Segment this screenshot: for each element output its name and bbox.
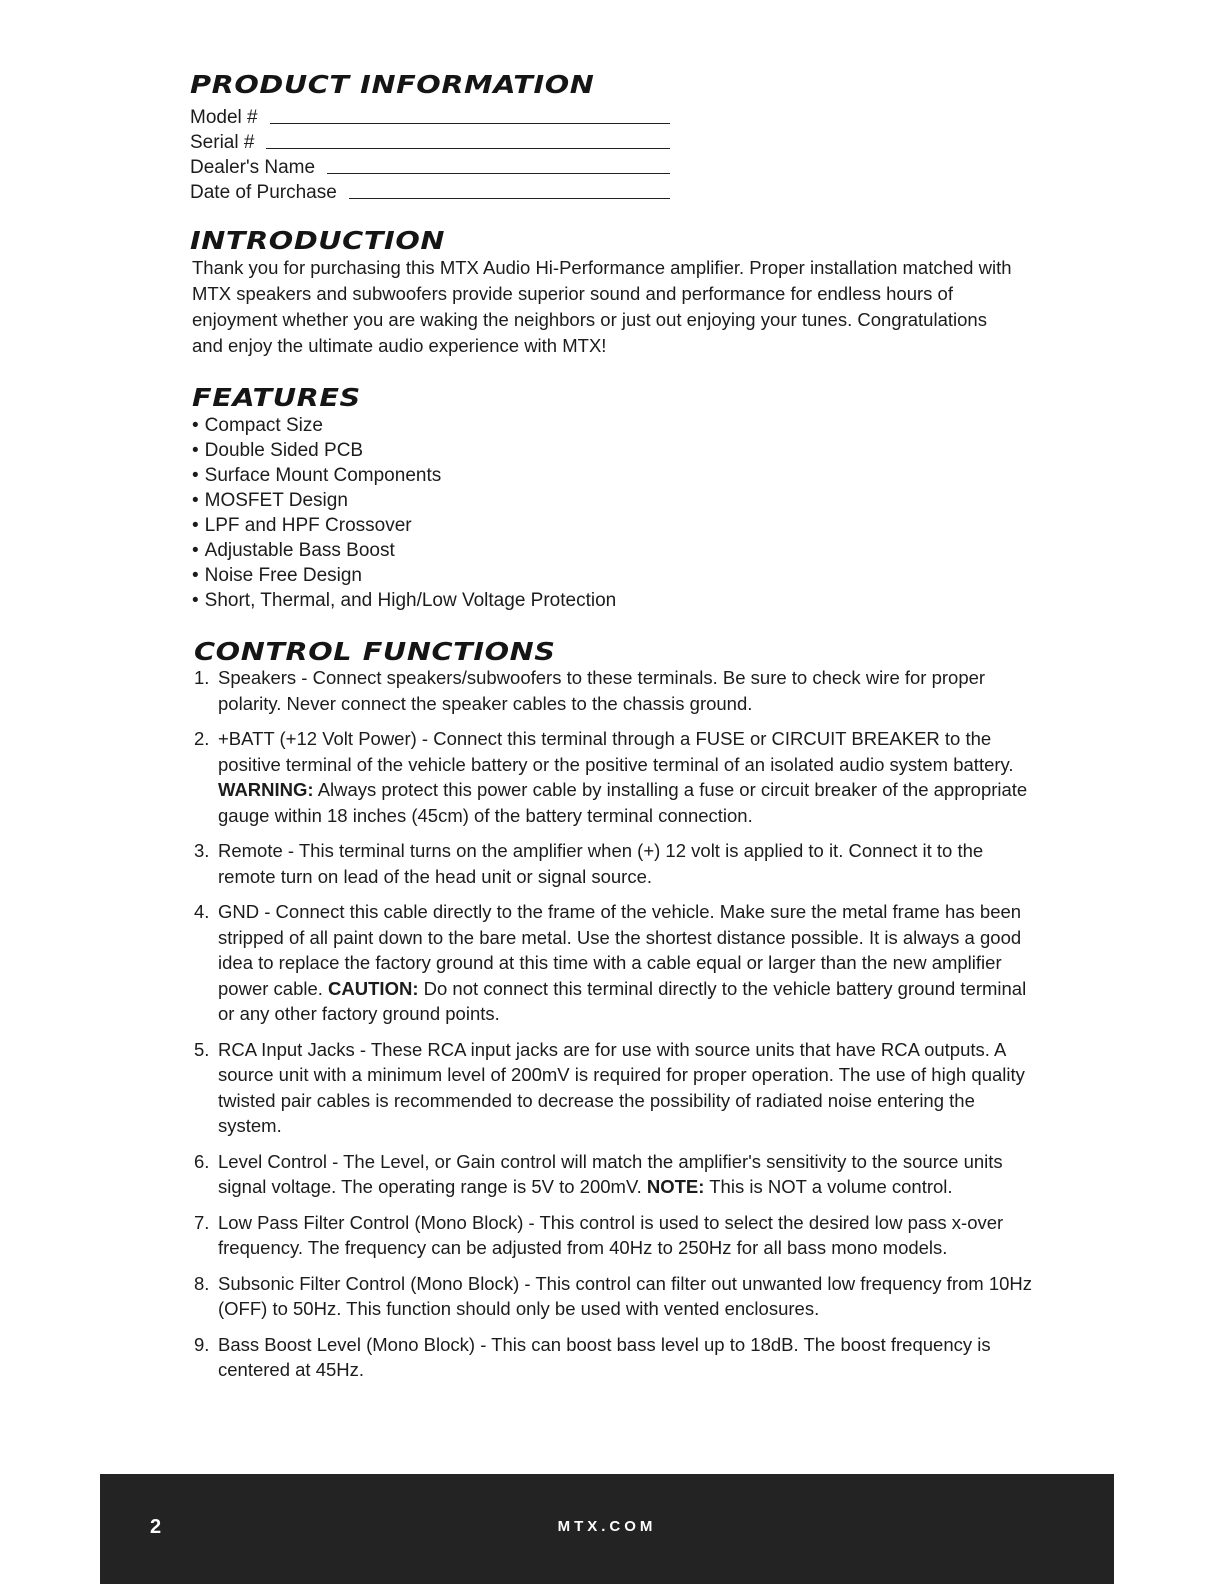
control-item-number: 3.	[194, 840, 210, 861]
control-item	[194, 665, 1034, 716]
control-item-number: 9.	[194, 1333, 210, 1355]
page-number: 2	[150, 1516, 162, 1538]
feature-item: • Short, Thermal, and High/Low Voltage Protection	[192, 588, 616, 613]
product-info-form	[190, 104, 670, 204]
dealer-label: Dealer's Name	[190, 157, 316, 178]
control-item	[194, 838, 1034, 889]
control-item-text: Level Control - The Level, or Gain control will match the amplifier's sensitivity to the source units signal voltage. The operating range is 5V to 200mV. NOTE: This is NOT a volume control.	[218, 1150, 1003, 1197]
feature-item: • LPF and HPF Crossover	[192, 513, 616, 538]
model-field-line	[270, 122, 670, 124]
dealer-field-row	[190, 154, 670, 179]
features-list	[192, 413, 616, 613]
control-item	[194, 726, 1034, 828]
caution-label: CAUTION:	[328, 977, 419, 999]
control-item-text: Speakers - Connect speakers/subwoofers to these terminals. Be sure to check wire for proper polarity. Never connect the speaker cables to the chassis ground.	[218, 667, 986, 714]
control-item-text: Subsonic Filter Control (Mono Block) - This control can filter out unwanted low frequency from 10Hz (OFF) to 50Hz. This function should only be used with vented enclosures.	[218, 1272, 1033, 1319]
product-info-heading: PRODUCT INFORMATION	[190, 70, 595, 99]
control-functions-list	[194, 665, 1034, 1393]
features-heading: FEATURES	[192, 383, 361, 412]
control-item-text: Low Pass Filter Control (Mono Block) - This control is used to select the desired low pass x-over frequency. The frequency can be adjusted from 40Hz to 250Hz for all bass mono models.	[218, 1211, 1004, 1258]
control-item-text: RCA Input Jacks - These RCA input jacks are for use with source units that have RCA outputs. A source unit with a minimum level of 200mV is required for proper operation. The use of high quality twisted pair cables is recommended to decrease the possibility of radiated noise entering the system.	[218, 1038, 1025, 1136]
control-item-text: Remote - This terminal turns on the amplifier when (+) 12 volt is applied to it. Connect it to the remote turn on lead of the head unit or signal source.	[218, 840, 984, 887]
note-label: NOTE:	[646, 1176, 705, 1197]
control-item-number: 5.	[194, 1038, 210, 1060]
serial-field-row	[190, 129, 670, 154]
date-field-row	[190, 179, 670, 204]
control-item-number: 7.	[194, 1211, 210, 1233]
control-item-number: 6.	[194, 1150, 210, 1172]
feature-item: • Surface Mount Components	[192, 463, 616, 488]
introduction-heading: INTRODUCTION	[190, 226, 445, 255]
model-field-row	[190, 104, 670, 129]
introduction-text: Thank you for purchasing this MTX Audio Hi-Performance amplifier. Proper installation matched with MTX speakers and subwoofers provide superior sound and performance for endless hours of enjoyment whether you are waking the neighbors or just out enjoying your tunes. Congratulations and enjoy the ultimate audio experience with MTX!	[192, 257, 1012, 356]
control-item	[194, 1332, 1034, 1383]
feature-item: • Noise Free Design	[192, 563, 616, 588]
date-field-line	[349, 197, 670, 199]
warning-label: WARNING:	[218, 779, 314, 800]
control-item-number: 1.	[194, 667, 210, 688]
date-label: Date of Purchase	[190, 182, 337, 203]
control-item-number: 4.	[194, 901, 210, 922]
control-item	[194, 1271, 1034, 1322]
control-item-text: Bass Boost Level (Mono Block) - This can boost bass level up to 18dB. The boost frequency is centered at 45Hz.	[218, 1333, 991, 1380]
feature-item: • Adjustable Bass Boost	[192, 538, 616, 563]
feature-item: • MOSFET Design	[192, 488, 616, 513]
footer-website: MTX.COM	[557, 1518, 657, 1535]
page-footer	[100, 1474, 1114, 1584]
control-item	[194, 1149, 1034, 1200]
control-item	[194, 899, 1034, 1027]
control-item	[194, 1037, 1034, 1139]
model-label: Model #	[190, 107, 258, 128]
control-item-number: 2.	[194, 728, 210, 749]
control-item-text: +BATT (+12 Volt Power) - Connect this terminal through a FUSE or CIRCUIT BREAKER to the positive terminal of the vehicle battery or the positive terminal of an isolated audio system battery. WARNING: Always protect this power cable by installing a fuse or circuit breaker of the appropriate gauge within 18 inches (45cm) of the battery terminal connection.	[218, 728, 1028, 826]
feature-item: • Compact Size	[192, 413, 616, 438]
serial-field-line	[266, 147, 670, 149]
control-functions-heading: CONTROL FUNCTIONS	[194, 637, 556, 666]
serial-label: Serial #	[190, 132, 255, 153]
control-item-number: 8.	[194, 1272, 210, 1294]
dealer-field-line	[327, 172, 670, 174]
control-item-text: GND - Connect this cable directly to the frame of the vehicle. Make sure the metal frame has been stripped of all paint down to the bare metal. Use the shortest distance possible. It is always a good idea to replace the factory ground at this time with a cable equal or larger than the new amplifier power cable. CAUTION: Do not connect this terminal directly to the vehicle battery ground terminal or any other factory ground points.	[218, 901, 1027, 1024]
feature-item: • Double Sided PCB	[192, 438, 616, 463]
control-item	[194, 1210, 1034, 1261]
